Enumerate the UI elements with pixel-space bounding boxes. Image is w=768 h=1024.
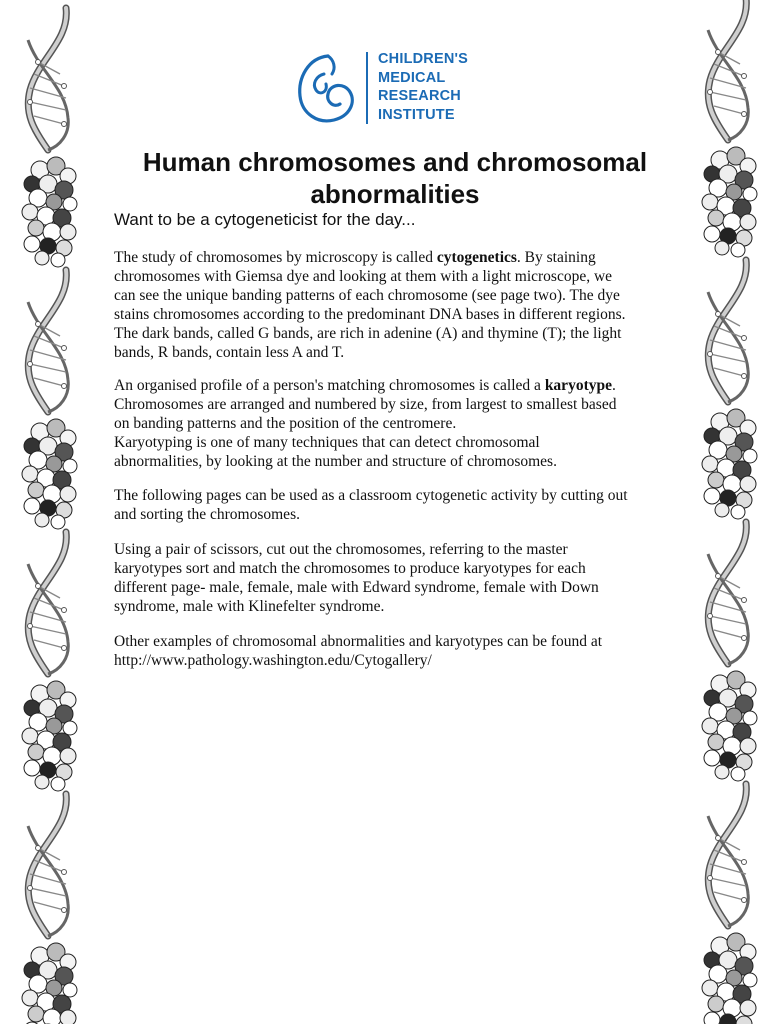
logo-line-3: RESEARCH (378, 88, 461, 104)
paragraph-line: The following pages can be used as a classroom cytogenetic activity by cutting out (114, 487, 628, 504)
paragraph-line: Using a pair of scissors, cut out the chromosomes, referring to the master (114, 541, 568, 558)
paragraph-line (114, 248, 626, 267)
page-title: Human chromosomes and chromosomal abnormalities (142, 147, 648, 209)
paragraph-line: on banding patterns and the position of the centromere. (114, 415, 457, 432)
paragraph-line: can see the unique banding patterns of each chromosome (see page two). The dye (114, 287, 620, 304)
text-run: . By staining (516, 249, 596, 266)
paragraph-karyotype (114, 376, 616, 471)
logo-line-4: INSTITUTE (378, 106, 455, 123)
dna-border-left (8, 0, 88, 1024)
paragraph-line: Karyotyping is one of many techniques that can detect chromosomal (114, 434, 540, 451)
paragraph-line: chromosomes with Giemsa dye and looking at them with a light microscope, we (114, 268, 613, 285)
text-run: An organised profile of a person's matching chromosomes is called a (114, 377, 545, 394)
term-karyotype: karyotype (544, 377, 612, 394)
logo-wordmark (378, 50, 468, 124)
paragraph-line: and sorting the chromosomes. (114, 506, 300, 523)
logo-divider (366, 52, 368, 124)
cytogallery-link[interactable]: http://www.pathology.washington.edu/Cytogallery/ (114, 652, 432, 669)
paragraph-line: syndrome, male with Klinefelter syndrome. (114, 598, 385, 615)
paragraph-line: different page- male, female, male with Edward syndrome, female with Down (114, 579, 599, 596)
paragraph-line: stains chromosomes according to the predominant DNA bases in different regions. (114, 306, 626, 323)
logo-line-1: CHILDREN'S (378, 51, 469, 67)
logo-mark-icon (294, 48, 366, 128)
paragraph-line: karyotypes sort and match the chromosomes to produce karyotypes for each (114, 560, 586, 577)
text-run: . (611, 377, 616, 394)
logo-line-2: MEDICAL (378, 69, 446, 86)
dna-border-right (688, 0, 768, 1024)
paragraph-line: bands, R bands, contain less A and T. (114, 344, 345, 361)
paragraph-line: Other examples of chromosomal abnormalities and karyotypes can be found at (114, 633, 603, 650)
institute-logo (294, 48, 484, 128)
term-cytogenetics: cytogenetics (436, 249, 517, 266)
paragraph-instructions (114, 540, 599, 616)
paragraph-line: Chromosomes are arranged and numbered by size, from largest to smallest based (114, 396, 617, 413)
paragraph-line (114, 376, 616, 395)
page-subtitle: Want to be a cytogeneticist for the day... (114, 210, 416, 229)
text-run: The study of chromosomes by microscopy is called (114, 249, 437, 266)
paragraph-line: The dark bands, called G bands, are rich in adenine (A) and thymine (T); the light (114, 325, 622, 342)
paragraph-other-examples (114, 632, 602, 670)
paragraph-classroom-activity (114, 486, 628, 524)
paragraph-line: abnormalities, by looking at the number and structure of chromosomes. (114, 453, 557, 470)
paragraph-cytogenetics (114, 248, 626, 362)
